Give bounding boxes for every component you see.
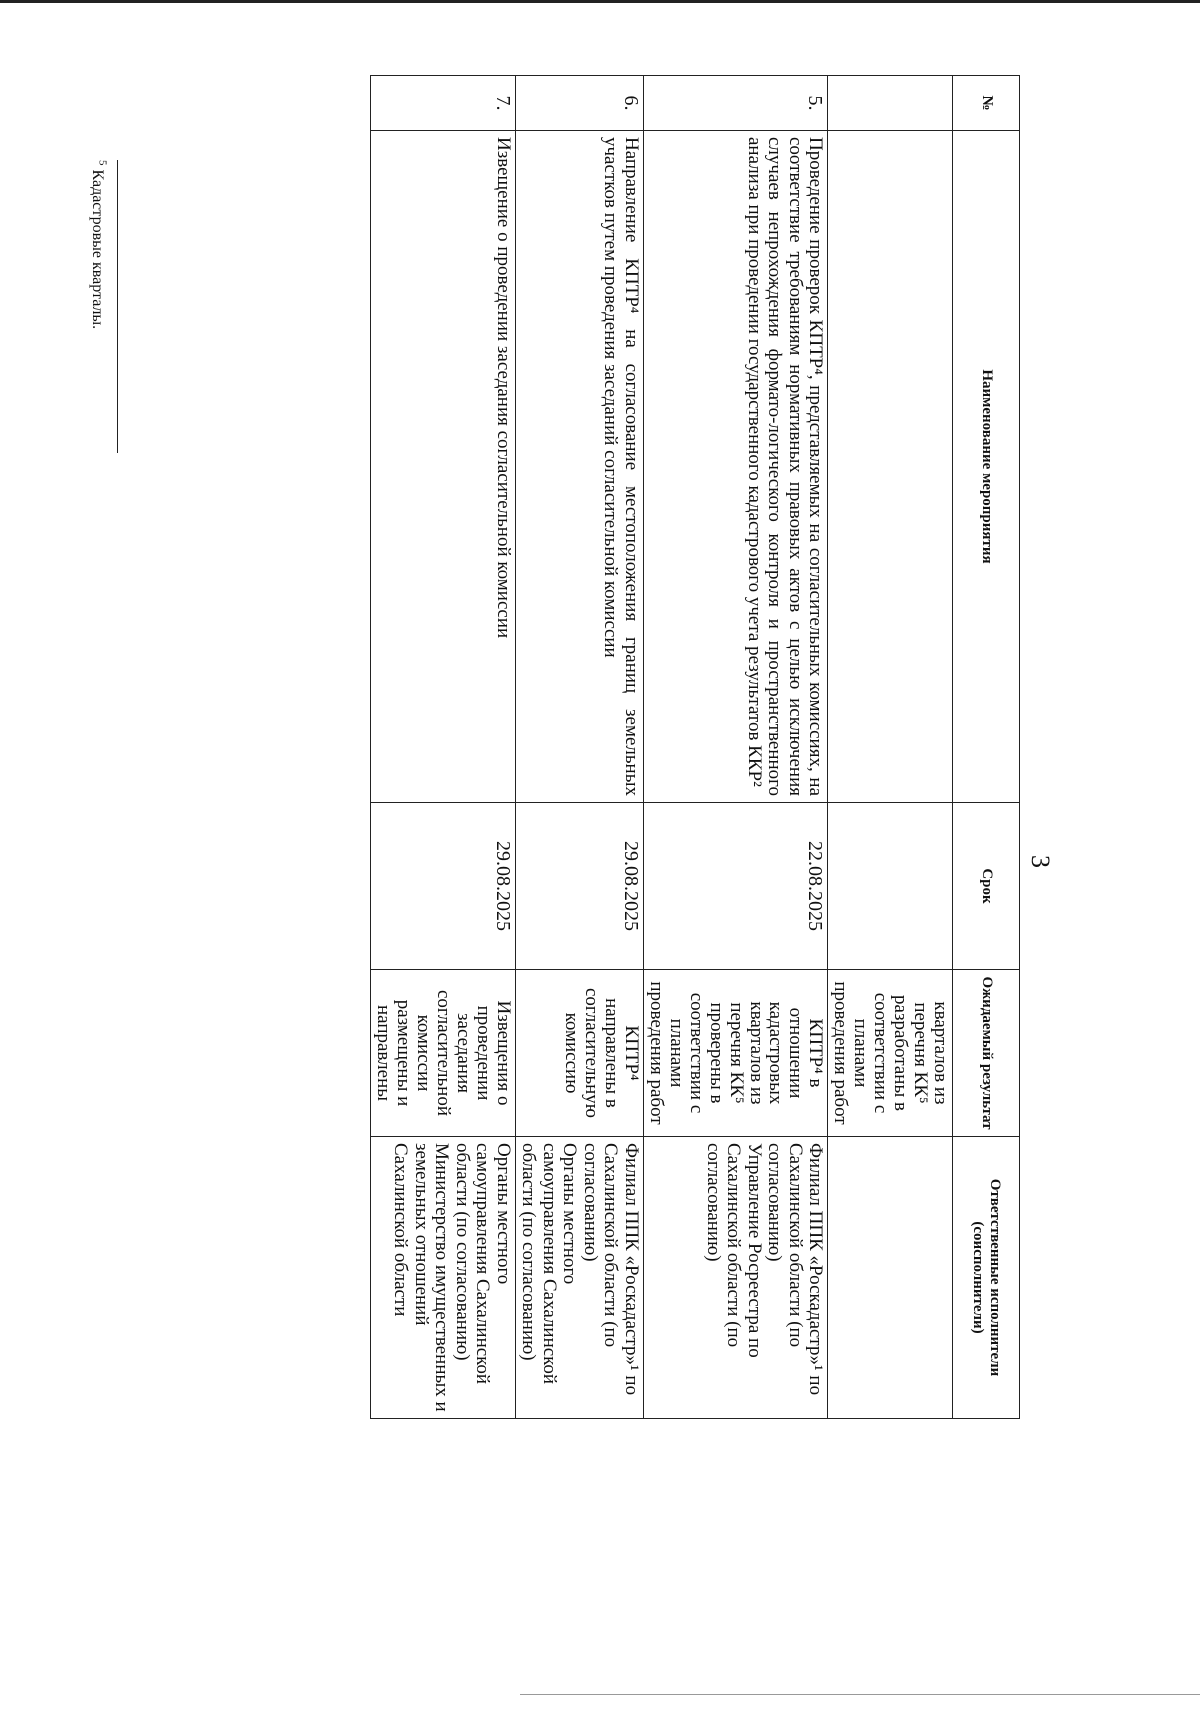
cell-name (828, 131, 953, 803)
table-header-row (953, 76, 1020, 1419)
cell-responsible (371, 1137, 516, 1419)
footnote-divider (117, 160, 118, 453)
cell-num: 5. (643, 76, 827, 131)
header-name: Наименование мероприятия (953, 131, 1020, 803)
cell-name: Проведение проверок КПТР⁴, представляемых на согласительных комиссиях, на соответствие требованиям нормативных правовых актов с целью исключения случаев непрохождения формато-логического контроля и пространственного анализа при проведении государственного кадастрового учета результатов ККР² (643, 131, 827, 803)
cell-num: 7. (371, 76, 516, 131)
responsible-line: Управление Росреестра по Сахалинской области (по согласованию) (702, 1143, 765, 1358)
cell-date: 29.08.2025 (371, 803, 516, 970)
table-row (643, 76, 827, 1419)
cell-responsible (828, 1137, 953, 1419)
cell-result: кварталов из перечня КК⁵ разработаны в соответствии с планами проведения работ (828, 970, 953, 1137)
footnote (88, 160, 109, 330)
header-num: № (953, 76, 1020, 131)
footnote-text: Кадастровые кварталы. (89, 169, 106, 330)
table-row (515, 76, 643, 1419)
responsible-line: Органы местного самоуправления Сахалинской области (по согласованию) (518, 1143, 581, 1385)
responsible-line: Филиал ППК «Роскадастр»¹ по Сахалинской области (по согласованию) (579, 1143, 642, 1396)
table-row-continuation (828, 76, 953, 1419)
cell-num (828, 76, 953, 131)
cell-result: КПТР⁴ в отношении кадастровых кварталов из перечня КК⁵ проверены в соответствии с планами проведения работ (643, 970, 827, 1137)
cell-date: 29.08.2025 (515, 803, 643, 970)
footnote-mark: 5 (96, 160, 109, 166)
responsible-line: Филиал ППК «Роскадастр»¹ по Сахалинской области (по согласованию) (764, 1143, 827, 1396)
header-result: Ожидаемый результат (953, 970, 1020, 1137)
page-number: 3 (1026, 855, 1055, 868)
header-responsible: Ответственные исполнители (соисполнители) (953, 1137, 1020, 1419)
activities-table (370, 75, 1020, 1419)
cell-date: 22.08.2025 (643, 803, 827, 970)
cell-num: 6. (515, 76, 643, 131)
cell-date (828, 803, 953, 970)
cell-name: Направление КПТР⁴ на согласование местоположения границ земельных участков путем проведения заседаний согласительной комиссии (515, 131, 643, 803)
cell-name: Извещение о проведении заседания согласительной комиссии (371, 131, 516, 803)
responsible-line: Органы местного самоуправления Сахалинской области (по согласованию) (451, 1143, 514, 1385)
cell-responsible (643, 1137, 827, 1419)
header-date: Срок (953, 803, 1020, 970)
responsible-line: Министерство имущественных и земельных отношений Сахалинской области (390, 1143, 453, 1412)
cell-result: Извещения о проведении заседания согласительной комиссии размещены и направлены (371, 970, 516, 1137)
table-row (371, 76, 516, 1419)
cell-result: КПТР⁴ направлены в согласительную комиссию (515, 970, 643, 1137)
cell-responsible (515, 1137, 643, 1419)
